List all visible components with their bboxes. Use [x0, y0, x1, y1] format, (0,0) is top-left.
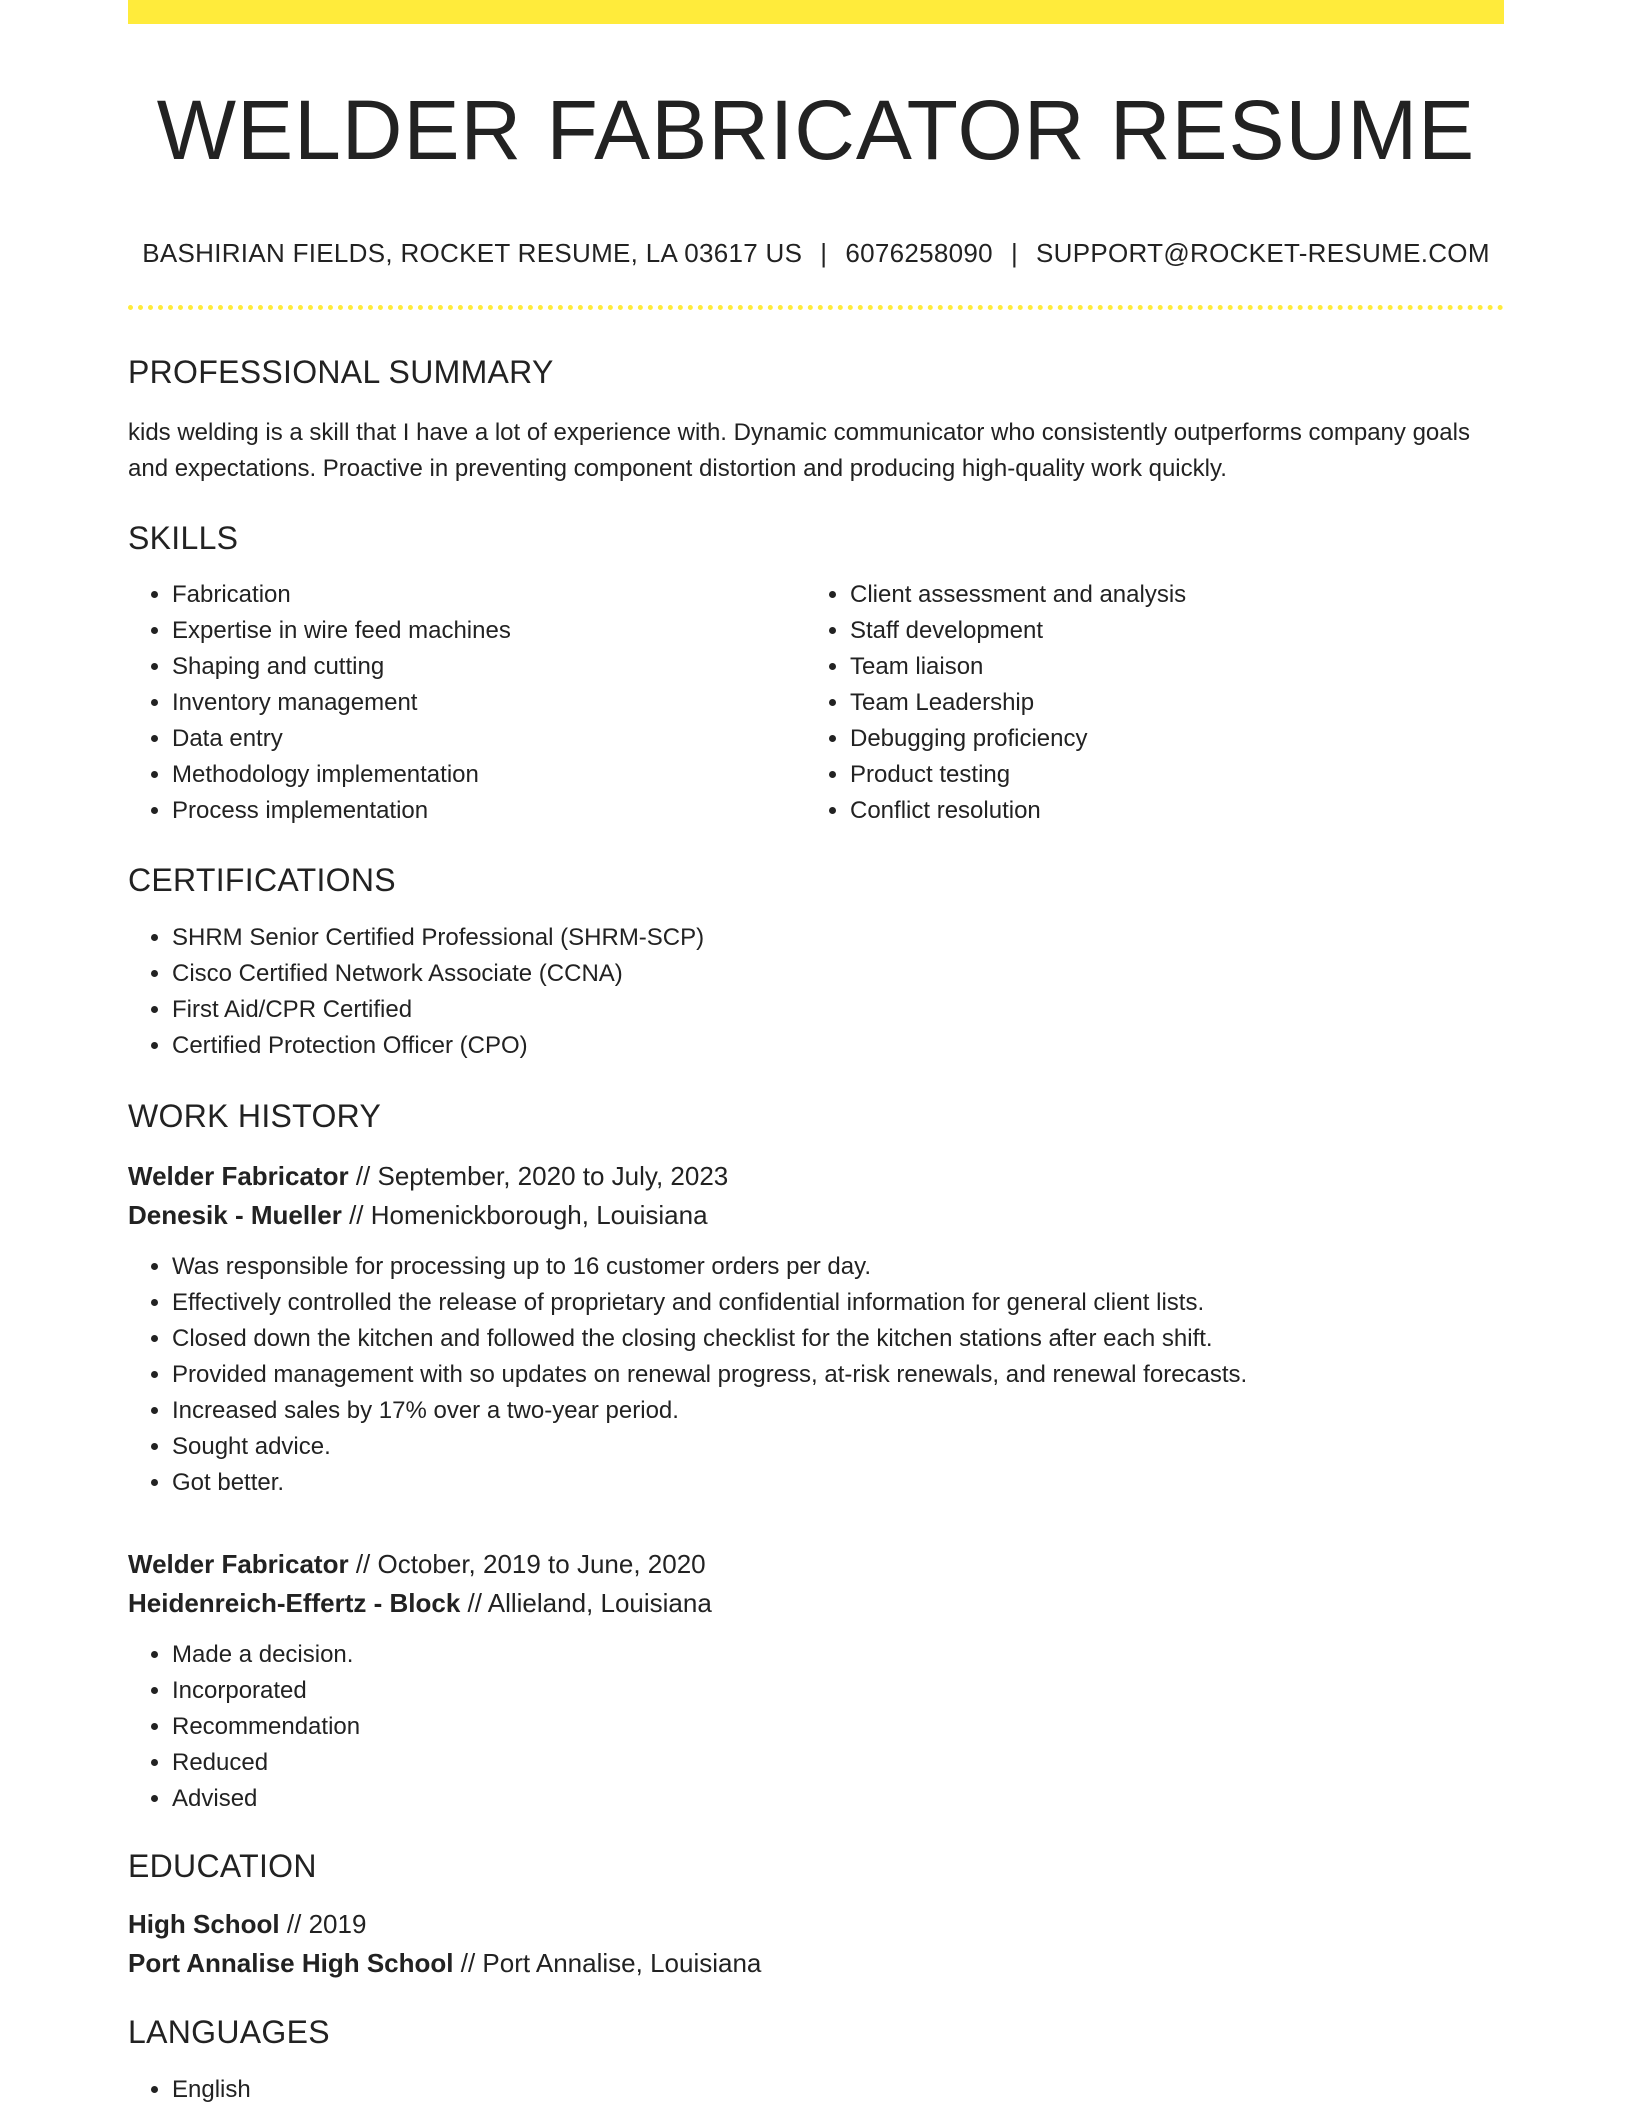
job-dates: // September, 2020 to July, 2023 — [348, 1160, 729, 1191]
education-school-line — [128, 1944, 1504, 1983]
certification-item: • Certified Protection Officer (CPO) — [172, 1028, 1504, 1064]
skill-item: • Product testing — [850, 757, 1484, 793]
certification-item: • First Aid/CPR Certified — [172, 992, 1504, 1028]
contact-separator: | — [820, 238, 828, 269]
skill-item: • Staff development — [850, 613, 1484, 649]
skills-right-list — [806, 577, 1484, 829]
skill-item: • Debugging proficiency — [850, 721, 1484, 757]
skill-item: • Shaping and cutting — [172, 649, 806, 685]
job-company-line — [128, 1584, 1504, 1623]
job-dates: // October, 2019 to June, 2020 — [348, 1548, 706, 1579]
job-company: Heidenreich-Effertz - Block — [128, 1587, 461, 1618]
job-role: Welder Fabricator — [128, 1160, 349, 1191]
certifications-list — [128, 920, 1504, 1064]
skill-item: • Conflict resolution — [850, 793, 1484, 829]
summary-text: kids welding is a skill that I have a lot of experience with. Dynamic communicator who consistently outperforms company goals and expectations. Proactive in preventing component distortion and producing high-quality work quickly. — [128, 418, 1470, 482]
job-title-line — [128, 1157, 1504, 1196]
job-duty-item: • Effectively controlled the release of proprietary and confidential information for general client lists. — [172, 1285, 1504, 1321]
job-role: Welder Fabricator — [128, 1548, 349, 1579]
job-duty-item: • Was responsible for processing up to 16 customer orders per day. — [172, 1249, 1504, 1285]
work-history-heading: WORK HISTORY — [128, 1097, 382, 1134]
job-duty-item: • Sought advice. — [172, 1429, 1504, 1465]
skills-left-column — [128, 577, 806, 829]
education-degree: High School — [128, 1909, 280, 1940]
certification-item: • Cisco Certified Network Associate (CCNA) — [172, 956, 1504, 992]
contact-line — [128, 238, 1504, 269]
accent-top-bar — [128, 0, 1504, 24]
skill-item: • Client assessment and analysis — [850, 577, 1484, 613]
skill-item: • Expertise in wire feed machines — [172, 613, 806, 649]
job-duty-item: • Advised — [172, 1781, 1504, 1817]
language-item: • English — [172, 2072, 1504, 2108]
education-school: Port Annalise High School — [128, 1948, 454, 1979]
job-duty-item: • Made a decision. — [172, 1637, 1504, 1673]
skill-item: • Process implementation — [172, 793, 806, 829]
job-entry — [128, 1545, 1504, 1817]
education-heading: EDUCATION — [128, 1847, 317, 1884]
job-title-line — [128, 1545, 1504, 1584]
job-duties-list — [128, 1637, 1504, 1817]
skill-item: • Inventory management — [172, 685, 806, 721]
header-divider — [128, 305, 1504, 310]
job-location: // Homenickborough, Louisiana — [341, 1199, 708, 1230]
education-location: // Port Annalise, Louisiana — [453, 1948, 762, 1979]
certifications-heading: CERTIFICATIONS — [128, 862, 396, 899]
job-location: // Allieland, Louisiana — [460, 1587, 712, 1618]
skills-left-list — [128, 577, 806, 829]
skill-item: • Methodology implementation — [172, 757, 806, 793]
email: SUPPORT@ROCKET-RESUME.COM — [1036, 238, 1490, 269]
skill-item: • Data entry — [172, 721, 806, 757]
skills-columns — [128, 577, 1504, 829]
job-duty-item: • Reduced — [172, 1745, 1504, 1781]
certification-item: • SHRM Senior Certified Professional (SHRM-SCP) — [172, 920, 1504, 956]
summary-heading: PROFESSIONAL SUMMARY — [128, 354, 554, 391]
job-duty-item: • Increased sales by 17% over a two-year period. — [172, 1393, 1504, 1429]
languages-heading: LANGUAGES — [128, 2014, 330, 2051]
skill-item: • Team Leadership — [850, 685, 1484, 721]
resume-page — [128, 0, 1504, 2108]
resume-title: WELDER FABRICATOR RESUME — [156, 83, 1476, 177]
skills-right-column — [806, 577, 1484, 829]
job-duty-item: • Recommendation — [172, 1709, 1504, 1745]
job-duties-list — [128, 1249, 1504, 1501]
job-entry — [128, 1157, 1504, 1501]
address: BASHIRIAN FIELDS, ROCKET RESUME, LA 03617 US — [142, 238, 803, 269]
job-duty-item: • Incorporated — [172, 1673, 1504, 1709]
contact-separator: | — [1010, 238, 1018, 269]
job-duty-item: • Got better. — [172, 1465, 1504, 1501]
job-duty-item: • Provided management with so updates on renewal progress, at-risk renewals, and renewal forecasts. — [172, 1357, 1504, 1393]
skill-item: • Team liaison — [850, 649, 1484, 685]
job-company: Denesik - Mueller — [128, 1199, 342, 1230]
education-year: // 2019 — [279, 1909, 367, 1940]
skill-item: • Fabrication — [172, 577, 806, 613]
job-duty-item: • Closed down the kitchen and followed the closing checklist for the kitchen stations after each shift. — [172, 1321, 1504, 1357]
phone: 6076258090 — [845, 238, 993, 269]
job-company-line — [128, 1196, 1504, 1235]
education-entry — [128, 1905, 1504, 1983]
skills-heading: SKILLS — [128, 519, 239, 556]
languages-list — [128, 2072, 1504, 2108]
education-degree-line — [128, 1905, 1504, 1944]
